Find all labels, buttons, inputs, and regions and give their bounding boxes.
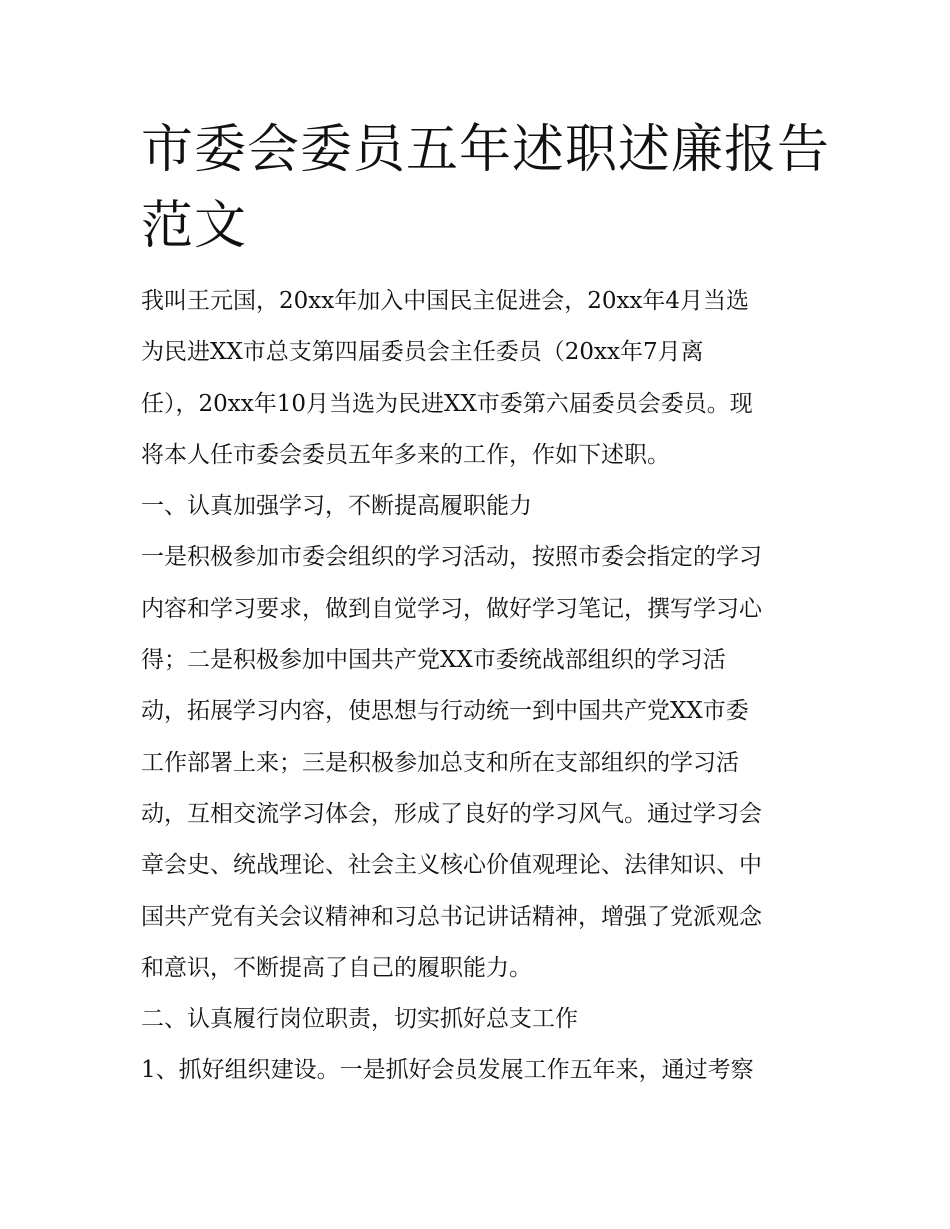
text-line: 动，互相交流学习体会，形成了良好的学习风气。通过学习会	[141, 800, 762, 827]
text-line: 我叫王元国，20xx年加入中国民主促进会，20xx年4月当选	[141, 288, 750, 314]
document-title	[141, 112, 831, 264]
text-line: 一是积极参加市委会组织的学习活动，按照市委会指定的学习	[141, 544, 762, 571]
text-line: 1、抓好组织建设。一是抓好会员发展工作五年来，通过考察	[141, 1057, 754, 1084]
text-line: 内容和学习要求，做到自觉学习，做好学习笔记，撰写学习心	[141, 595, 762, 622]
text-line: 和意识，不断提高了自己的履职能力。	[141, 954, 532, 981]
section-heading: 二、认真履行岗位职责，切实抓好总支工作	[141, 1006, 578, 1033]
text-line: 得；二是积极参加中国共产党XX市委统战部组织的学习活	[141, 647, 726, 674]
title-line: 范文	[141, 196, 248, 256]
text-line: 章会史、统战理论、社会主义核心价值观理论、法律知识、中	[141, 852, 762, 879]
text-line: 国共产党有关会议精神和习总书记讲话精神，增强了党派观念	[141, 903, 762, 930]
text-line: 工作部署上来；三是积极参加总支和所在支部组织的学习活	[141, 749, 739, 776]
title-line: 市委会委员五年述职述廉报告	[141, 120, 831, 180]
document-body	[141, 276, 831, 1097]
text-line: 任），20xx年10月当选为民进XX市委第六届委员会委员。现	[141, 390, 753, 417]
text-line: 将本人任市委会委员五年多来的工作，作如下述职。	[141, 441, 670, 468]
section-heading: 一、认真加强学习，不断提高履职能力	[141, 493, 532, 520]
text-line: 为民进XX市总支第四届委员会主任委员（20xx年7月离	[141, 339, 704, 366]
text-line: 动，拓展学习内容，使思想与行动统一到中国共产党XX市委	[141, 698, 749, 725]
